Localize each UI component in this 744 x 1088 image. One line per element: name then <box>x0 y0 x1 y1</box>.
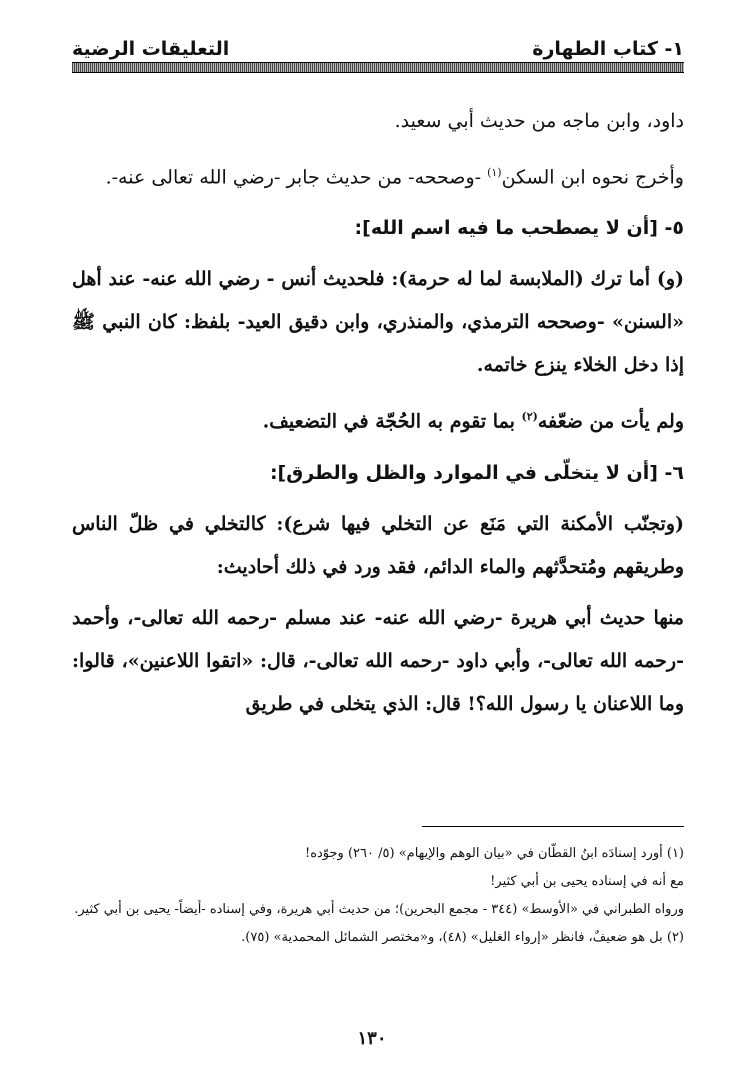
page-number: ١٣٠ <box>357 1028 387 1049</box>
paragraph: (وتجنّب الأمكنة التي مَنَع عن التخلي فيها شرع): كالتخلي في ظلّ الناس وطريقهم ومُتحدَّثهم والماء الدائم، فقد ورد في ذلك أحاديث: <box>72 512 684 578</box>
running-header <box>72 30 684 60</box>
paragraph: وأخرج نحوه ابن السكن$^{(١)}$ -وصححه- من حديث جابر -رضي الله تعالى عنه-. <box>105 166 684 189</box>
paragraph: منها حديث أبي هريرة -رضي الله عنه- عند مسلم -رحمه الله تعالى-، وأحمد -رحمه الله تعالى-، وأبي داود -رحمه الله تعالى-، قال: «اتقوا اللاعنين»، قالوا: وما اللاعنان يا رسول الله؟! قال: الذي يتخلى في طريق <box>72 606 684 715</box>
footnote-ref: (١) <box>487 166 502 179</box>
book-title: التعليقات الرضية <box>72 38 230 60</box>
paragraph: ولم يأت من ضعّفه$^{(٢)}$ بما تقوم به الحُجّة في التضعيف. <box>262 410 684 433</box>
paragraph: داود، وابن ماجه من حديث أبي سعيد. <box>394 110 684 132</box>
footnotes <box>72 840 684 952</box>
section-heading: ٦- [أن لا يتخلّى في الموارد والظل والطرق]: <box>269 461 684 484</box>
header-rule <box>72 62 684 73</box>
footnote: مع أنه في إسناده يحيى بن أبي كثير! <box>490 874 684 889</box>
section-heading: ٥- [أن لا يصطحب ما فيه اسم الله]: <box>354 217 684 240</box>
footnote: ورواه الطبراني في «الأوسط» (٣٤٤ - مجمع البحرين)؛ من حديث أبي هريرة، وفي إسناده -أيضاً- يحيى بن أبي كثير. <box>74 902 684 917</box>
footnote: (١) أورد إسنادَه ابنُ القطّان في «بيان الوهم والإيهام» (٥/ ٢٦٠) وجوّده! <box>304 846 684 861</box>
footnote-separator <box>422 826 684 827</box>
paragraph: (و) أما ترك (الملابسة لما له حرمة): فلحديث أنس - رضي الله عنه- عند أهل «السنن» -وصححه الترمذي، والمنذري، وابن دقيق العيد- بلفظ: كان النبي ﷺ إذا دخل الخلاء ينزع خاتمه. <box>72 268 684 377</box>
footnote: (٢) بل هو ضعيفٌ، فانظر «إرواء الغليل» (٤٨)، و«مختصر الشمائل المحمدية» (٧٥). <box>241 930 684 945</box>
main-text <box>72 100 684 726</box>
chapter-title: ١- كتاب الطهارة <box>532 38 684 60</box>
footnote-ref: (٢) <box>521 410 538 424</box>
